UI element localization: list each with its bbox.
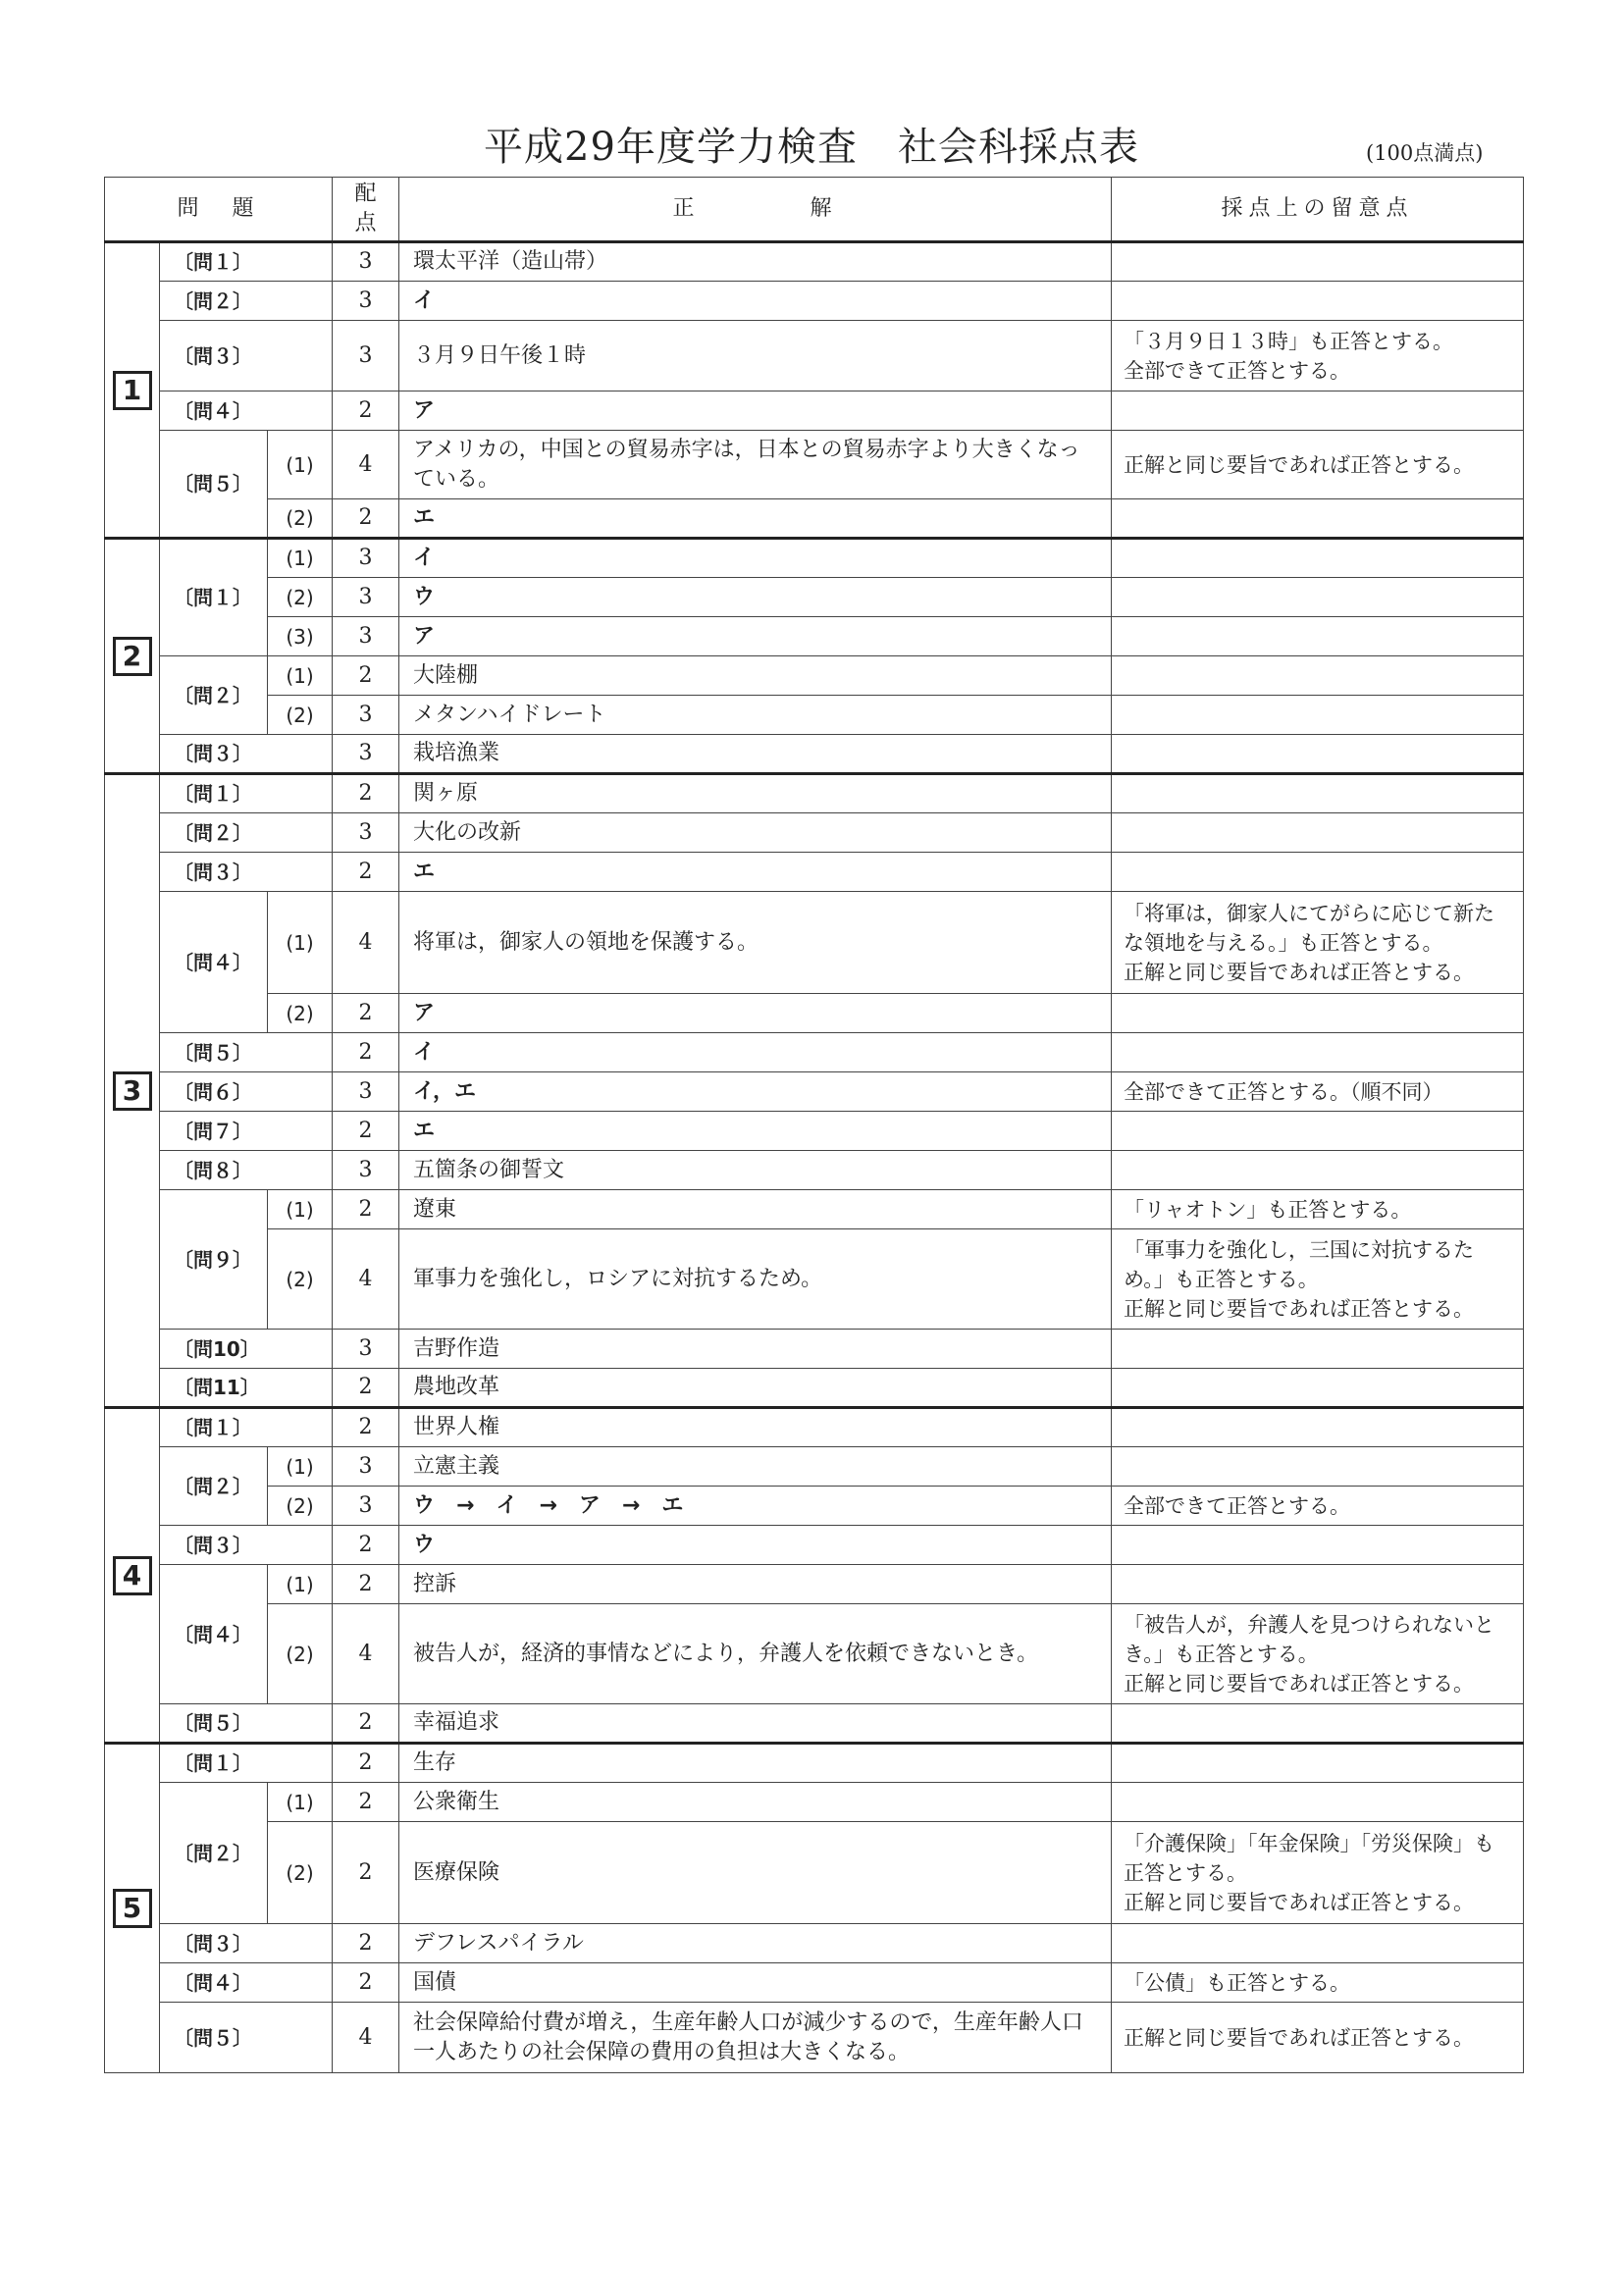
question-label: 〔問３〕: [160, 853, 333, 892]
table-body: [105, 242, 1524, 2073]
note-cell: [1112, 735, 1524, 774]
answer-cell: 被告人が，経済的事情などにより，弁護人を依頼できないとき。: [399, 1604, 1112, 1704]
sub-question-label: (1): [268, 431, 333, 499]
answer-cell: 立憲主義: [399, 1447, 1112, 1487]
note-cell: 正解と同じ要旨であれば正答とする。: [1112, 431, 1524, 499]
section-number-cell: [105, 1744, 160, 2073]
points-cell: 4: [333, 431, 399, 499]
points-cell: 2: [333, 1112, 399, 1151]
table-row: [105, 1151, 1524, 1190]
note-cell: [1112, 1924, 1524, 1963]
question-label: 〔問10〕: [160, 1330, 333, 1369]
header-question: 問 題: [105, 178, 333, 242]
table-row: [105, 1487, 1524, 1526]
answer-cell: エ: [399, 853, 1112, 892]
sub-question-label: (1): [268, 1565, 333, 1604]
question-label: 〔問１〕: [160, 774, 333, 813]
table-row: [105, 391, 1524, 431]
section-number-cell: [105, 539, 160, 774]
question-label: 〔問４〕: [160, 391, 333, 431]
points-cell: 2: [333, 1963, 399, 2003]
points-cell: 2: [333, 853, 399, 892]
answer-cell: 栽培漁業: [399, 735, 1112, 774]
points-cell: 2: [333, 1190, 399, 1229]
section-number: 4: [113, 1556, 152, 1595]
question-label: 〔問３〕: [160, 1526, 333, 1565]
section-number-cell: [105, 1408, 160, 1744]
table-row: [105, 431, 1524, 499]
points-cell: 2: [333, 1565, 399, 1604]
question-label: 〔問５〕: [160, 431, 268, 539]
points-cell: 3: [333, 539, 399, 578]
note-cell: [1112, 774, 1524, 813]
table-header-row: [105, 178, 1524, 242]
note-cell: 「公債」も正答とする。: [1112, 1963, 1524, 2003]
answer-cell: ア: [399, 994, 1112, 1033]
note-cell: [1112, 1330, 1524, 1369]
question-label: 〔問７〕: [160, 1112, 333, 1151]
note-cell: [1112, 391, 1524, 431]
note-cell: [1112, 1369, 1524, 1408]
points-cell: 3: [333, 1072, 399, 1112]
note-cell: 「軍事力を強化し，三国に対抗するため。」も正答とする。 正解と同じ要旨であれば正答とする。: [1112, 1229, 1524, 1330]
table-row: [105, 696, 1524, 735]
question-label: 〔問４〕: [160, 1565, 268, 1704]
question-label: 〔問１〕: [160, 242, 333, 282]
section-number: 3: [113, 1071, 152, 1111]
sub-question-label: (1): [268, 1783, 333, 1822]
points-cell: 3: [333, 735, 399, 774]
question-label: 〔問１〕: [160, 1744, 333, 1783]
answer-cell: エ: [399, 499, 1112, 539]
section-number: 2: [113, 637, 152, 676]
table-row: [105, 1072, 1524, 1112]
answer-cell: 遼東: [399, 1190, 1112, 1229]
question-label: 〔問３〕: [160, 321, 333, 391]
sub-question-label: (1): [268, 539, 333, 578]
points-cell: 2: [333, 1033, 399, 1072]
answer-cell: 大陸棚: [399, 656, 1112, 696]
points-cell: 2: [333, 1704, 399, 1744]
points-cell: 2: [333, 1526, 399, 1565]
points-cell: 3: [333, 696, 399, 735]
table-row: [105, 813, 1524, 853]
table-row: [105, 1744, 1524, 1783]
note-cell: [1112, 994, 1524, 1033]
table-row: [105, 499, 1524, 539]
table-row: [105, 656, 1524, 696]
answer-cell: エ: [399, 1112, 1112, 1151]
scoring-table: [104, 177, 1524, 2073]
table-row: [105, 1565, 1524, 1604]
sub-question-label: (2): [268, 1229, 333, 1330]
note-cell: [1112, 578, 1524, 617]
answer-cell: イ: [399, 539, 1112, 578]
table-row: [105, 1963, 1524, 2003]
question-label: 〔問11〕: [160, 1369, 333, 1408]
question-label: 〔問９〕: [160, 1190, 268, 1330]
note-cell: [1112, 1783, 1524, 1822]
table-row: [105, 617, 1524, 656]
sub-question-label: (2): [268, 1604, 333, 1704]
points-cell: 3: [333, 1447, 399, 1487]
question-label: 〔問２〕: [160, 813, 333, 853]
sub-question-label: (3): [268, 617, 333, 656]
answer-cell: 幸福追求: [399, 1704, 1112, 1744]
points-cell: 2: [333, 994, 399, 1033]
note-cell: [1112, 1447, 1524, 1487]
answer-cell: 環太平洋（造山帯）: [399, 242, 1112, 282]
points-cell: 3: [333, 321, 399, 391]
note-cell: 「介護保険」「年金保険」「労災保険」も正答とする。 正解と同じ要旨であれば正答とする。: [1112, 1822, 1524, 1924]
table-row: [105, 892, 1524, 994]
note-cell: [1112, 813, 1524, 853]
points-cell: 3: [333, 1330, 399, 1369]
note-cell: 「リャオトン」も正答とする。: [1112, 1190, 1524, 1229]
table-row: [105, 1924, 1524, 1963]
table-row: [105, 1330, 1524, 1369]
page-title: 平成29年度学力検査 社会科採点表: [484, 125, 1139, 170]
points-cell: 2: [333, 1924, 399, 1963]
question-label: 〔問２〕: [160, 1447, 268, 1526]
answer-cell: 農地改革: [399, 1369, 1112, 1408]
table-row: [105, 1112, 1524, 1151]
sub-question-label: (2): [268, 1822, 333, 1924]
section-number-cell: [105, 242, 160, 539]
sub-question-label: (2): [268, 994, 333, 1033]
table-row: [105, 1526, 1524, 1565]
table-row: [105, 774, 1524, 813]
question-label: 〔問１〕: [160, 539, 268, 656]
answer-cell: 生存: [399, 1744, 1112, 1783]
answer-cell: 関ヶ原: [399, 774, 1112, 813]
answer-cell: ア: [399, 617, 1112, 656]
note-cell: [1112, 1744, 1524, 1783]
note-cell: 「被告人が，弁護人を見つけられないとき。」も正答とする。 正解と同じ要旨であれば正答とする。: [1112, 1604, 1524, 1704]
table-row: [105, 321, 1524, 391]
answer-cell: アメリカの，中国との貿易赤字は，日本との貿易赤字より大きくなっている。: [399, 431, 1112, 499]
section-number-cell: [105, 774, 160, 1408]
note-cell: [1112, 853, 1524, 892]
note-cell: 正解と同じ要旨であれば正答とする。: [1112, 2003, 1524, 2073]
table-row: [105, 1408, 1524, 1447]
question-label: 〔問２〕: [160, 282, 333, 321]
table-row: [105, 994, 1524, 1033]
points-cell: 3: [333, 282, 399, 321]
points-cell: 2: [333, 1369, 399, 1408]
points-cell: 2: [333, 391, 399, 431]
answer-cell: 国債: [399, 1963, 1112, 2003]
note-cell: [1112, 696, 1524, 735]
question-label: 〔問４〕: [160, 1963, 333, 2003]
answer-cell: イ: [399, 1033, 1112, 1072]
points-cell: 3: [333, 617, 399, 656]
sub-question-label: (1): [268, 892, 333, 994]
points-cell: 2: [333, 656, 399, 696]
note-cell: [1112, 282, 1524, 321]
question-label: 〔問５〕: [160, 1033, 333, 1072]
answer-cell: 公衆衛生: [399, 1783, 1112, 1822]
answer-cell: ウ → イ → ア → エ: [399, 1487, 1112, 1526]
sub-question-label: (2): [268, 578, 333, 617]
points-cell: 4: [333, 892, 399, 994]
note-cell: [1112, 1033, 1524, 1072]
answer-cell: 世界人権: [399, 1408, 1112, 1447]
points-cell: 4: [333, 1604, 399, 1704]
section-number: 5: [113, 1889, 152, 1928]
note-cell: [1112, 617, 1524, 656]
answer-cell: ア: [399, 391, 1112, 431]
table-row: [105, 2003, 1524, 2073]
answer-cell: 医療保険: [399, 1822, 1112, 1924]
note-cell: [1112, 242, 1524, 282]
points-cell: 4: [333, 1229, 399, 1330]
table-row: [105, 1822, 1524, 1924]
question-label: 〔問２〕: [160, 656, 268, 735]
table-row: [105, 578, 1524, 617]
points-cell: 2: [333, 499, 399, 539]
answer-cell: イ: [399, 282, 1112, 321]
answer-cell: デフレスパイラル: [399, 1924, 1112, 1963]
sub-question-label: (1): [268, 1447, 333, 1487]
table-row: [105, 242, 1524, 282]
points-cell: 2: [333, 774, 399, 813]
table-row: [105, 539, 1524, 578]
table-row: [105, 1190, 1524, 1229]
sub-question-label: (1): [268, 1190, 333, 1229]
sub-question-label: (2): [268, 1487, 333, 1526]
answer-cell: ウ: [399, 1526, 1112, 1565]
points-cell: 3: [333, 242, 399, 282]
answer-cell: メタンハイドレート: [399, 696, 1112, 735]
note-cell: 全部できて正答とする。: [1112, 1487, 1524, 1526]
answer-cell: 将軍は，御家人の領地を保護する。: [399, 892, 1112, 994]
note-cell: [1112, 1408, 1524, 1447]
answer-cell: ３月９日午後１時: [399, 321, 1112, 391]
points-cell: 2: [333, 1822, 399, 1924]
answer-cell: 控訴: [399, 1565, 1112, 1604]
header-points: 配点: [333, 178, 399, 242]
question-label: 〔問１〕: [160, 1408, 333, 1447]
points-cell: 2: [333, 1744, 399, 1783]
sub-question-label: (1): [268, 656, 333, 696]
table-row: [105, 1033, 1524, 1072]
header-answer: 正 解: [399, 178, 1112, 242]
table-row: [105, 1783, 1524, 1822]
question-label: 〔問４〕: [160, 892, 268, 1033]
answer-cell: 五箇条の御誓文: [399, 1151, 1112, 1190]
table-row: [105, 853, 1524, 892]
points-cell: 3: [333, 578, 399, 617]
note-cell: 全部できて正答とする。（順不同）: [1112, 1072, 1524, 1112]
question-label: 〔問５〕: [160, 1704, 333, 1744]
points-cell: 3: [333, 1487, 399, 1526]
table-row: [105, 1604, 1524, 1704]
question-label: 〔問６〕: [160, 1072, 333, 1112]
answer-cell: 吉野作造: [399, 1330, 1112, 1369]
table-row: [105, 735, 1524, 774]
header-notes: 採点上の留意点: [1112, 178, 1524, 242]
table-row: [105, 1447, 1524, 1487]
table-row: [105, 1229, 1524, 1330]
question-label: 〔問５〕: [160, 2003, 333, 2073]
points-cell: 4: [333, 2003, 399, 2073]
question-label: 〔問３〕: [160, 735, 333, 774]
note-cell: [1112, 1526, 1524, 1565]
answer-cell: 社会保障給付費が増え，生産年齢人口が減少するので，生産年齢人口一人あたりの社会保障の費用の負担は大きくなる。: [399, 2003, 1112, 2073]
full-score-note: (100点満点): [1366, 141, 1484, 165]
answer-cell: 軍事力を強化し，ロシアに対抗するため。: [399, 1229, 1112, 1330]
sub-question-label: (2): [268, 499, 333, 539]
table-row: [105, 1704, 1524, 1744]
answer-cell: イ，エ: [399, 1072, 1112, 1112]
question-label: 〔問３〕: [160, 1924, 333, 1963]
points-cell: 2: [333, 1783, 399, 1822]
points-cell: 3: [333, 1151, 399, 1190]
note-cell: 「３月９日１３時」も正答とする。 全部できて正答とする。: [1112, 321, 1524, 391]
table-row: [105, 1369, 1524, 1408]
section-number: 1: [113, 371, 152, 410]
question-label: 〔問８〕: [160, 1151, 333, 1190]
note-cell: 「将軍は，御家人にてがらに応じて新たな領地を与える。」も正答とする。 正解と同じ要旨であれば正答とする。: [1112, 892, 1524, 994]
points-cell: 2: [333, 1408, 399, 1447]
table-row: [105, 282, 1524, 321]
note-cell: [1112, 1565, 1524, 1604]
answer-cell: ウ: [399, 578, 1112, 617]
note-cell: [1112, 1151, 1524, 1190]
note-cell: [1112, 499, 1524, 539]
note-cell: [1112, 656, 1524, 696]
question-label: 〔問２〕: [160, 1783, 268, 1924]
note-cell: [1112, 1704, 1524, 1744]
sub-question-label: (2): [268, 696, 333, 735]
answer-cell: 大化の改新: [399, 813, 1112, 853]
points-cell: 3: [333, 813, 399, 853]
note-cell: [1112, 1112, 1524, 1151]
note-cell: [1112, 539, 1524, 578]
